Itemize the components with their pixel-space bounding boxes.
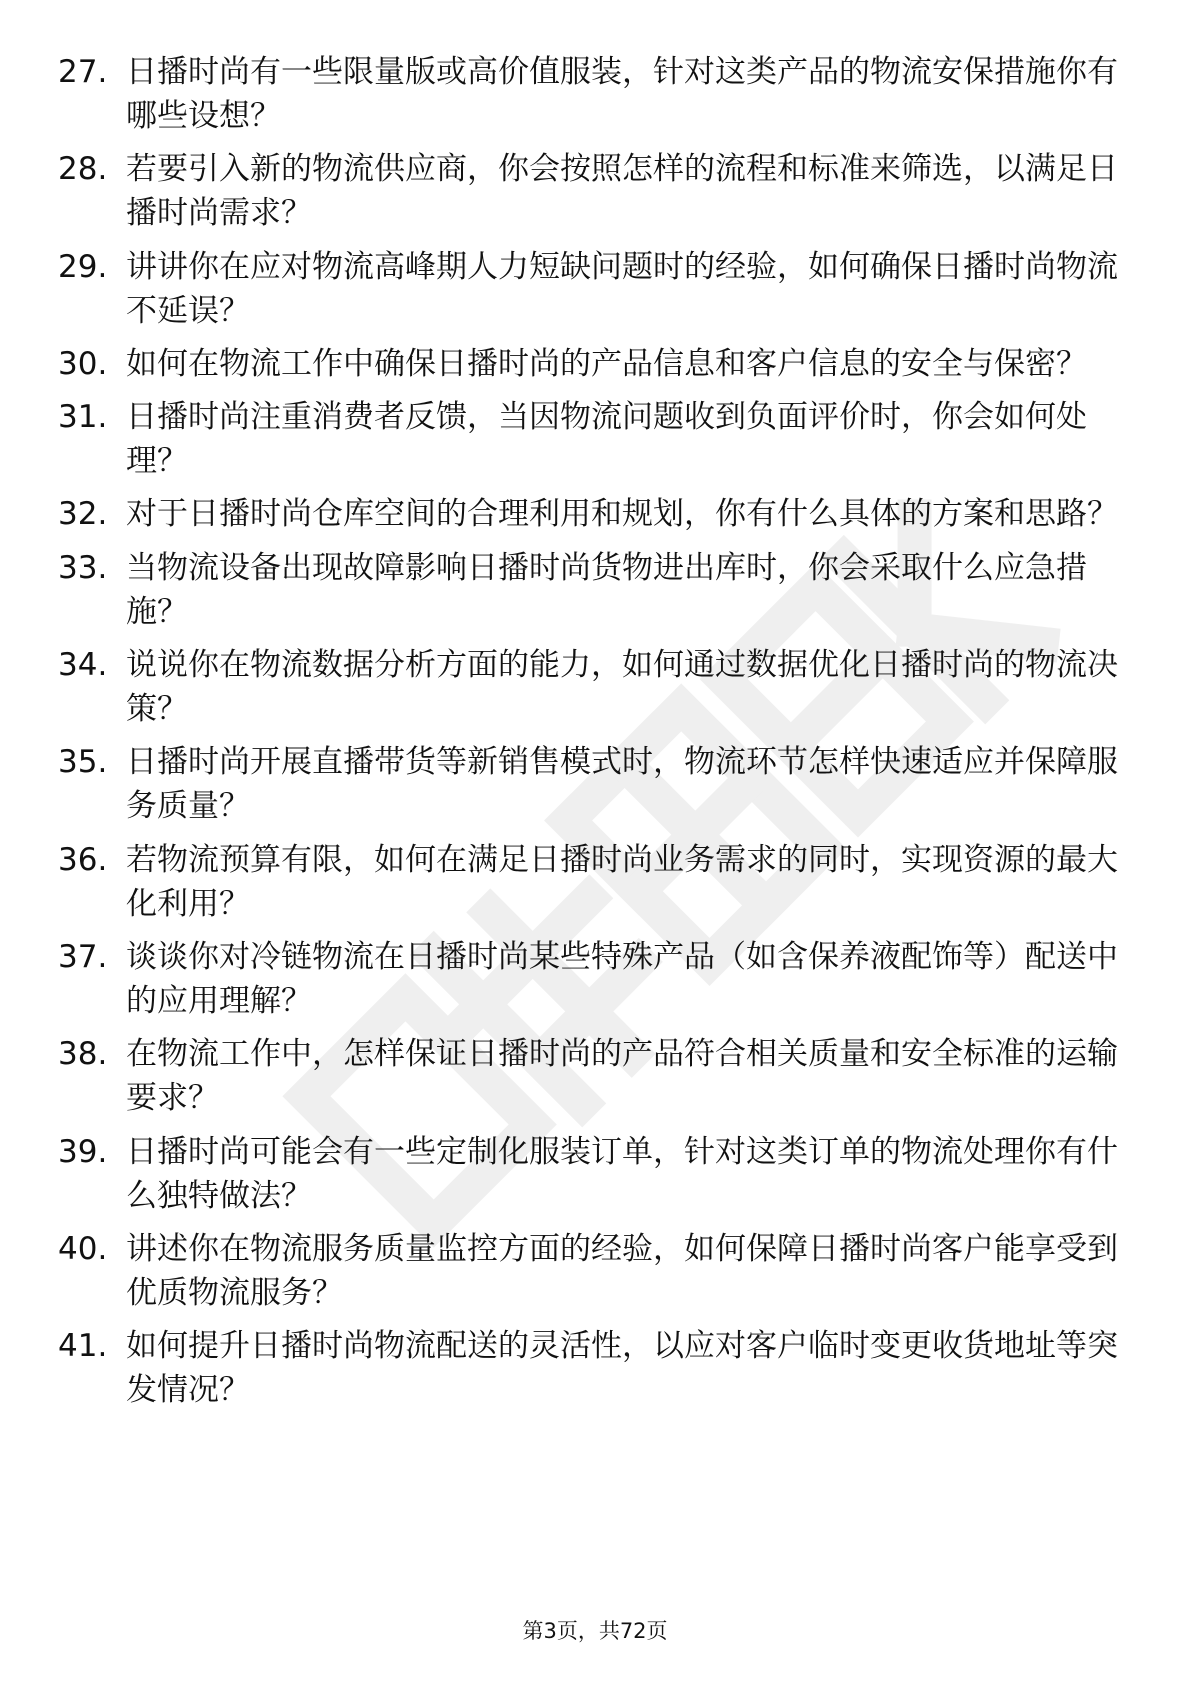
question-item <box>58 1032 1118 1120</box>
question-text: 如何提升日播时尚物流配送的灵活性，以应对客户临时变更收货地址等突发情况？ <box>126 1328 1118 1409</box>
question-text: 当物流设备出现故障影响日播时尚货物进出库时，你会采取什么应急措施？ <box>126 549 1087 630</box>
question-item <box>58 935 1118 1023</box>
question-text: 日播时尚开展直播带货等新销售模式时，物流环节怎样快速适应并保障服务质量？ <box>126 744 1118 825</box>
question-text: 谈谈你对冷链物流在日播时尚某些特殊产品（如含保养液配饰等）配送中的应用理解？ <box>126 938 1118 1019</box>
question-number: 39. <box>58 1133 108 1170</box>
question-number: 38. <box>58 1036 108 1073</box>
question-number: 29. <box>58 248 108 285</box>
question-text: 日播时尚可能会有一些定制化服装订单，针对这类订单的物流处理你有什么独特做法？ <box>126 1133 1118 1214</box>
question-number: 28. <box>58 151 108 188</box>
question-number: 41. <box>58 1328 108 1365</box>
question-item <box>58 245 1118 333</box>
question-text: 说说你在物流数据分析方面的能力，如何通过数据优化日播时尚的物流决策？ <box>126 647 1118 728</box>
question-item <box>58 643 1118 731</box>
question-text: 日播时尚有一些限量版或高价值服装，针对这类产品的物流安保措施你有哪些设想？ <box>126 54 1118 134</box>
question-item <box>58 1227 1118 1315</box>
question-item <box>58 492 1118 536</box>
question-item <box>58 1324 1118 1412</box>
question-text: 对于日播时尚仓库空间的合理利用和规划，你有什么具体的方案和思路？ <box>126 496 1118 533</box>
question-item <box>58 147 1118 235</box>
question-item <box>58 342 1118 386</box>
question-number: 36. <box>58 841 108 878</box>
question-text: 讲述你在物流服务质量监控方面的经验，如何保障日播时尚客户能享受到优质物流服务？ <box>126 1230 1118 1311</box>
question-text: 若物流预算有限，如何在满足日播时尚业务需求的同时，实现资源的最大化利用？ <box>126 841 1118 922</box>
question-item <box>58 395 1118 483</box>
question-number: 30. <box>58 345 108 382</box>
question-text: 如何在物流工作中确保日播时尚的产品信息和客户信息的安全与保密？ <box>126 345 1087 382</box>
question-text: 讲讲你在应对物流高峰期人力短缺问题时的经验，如何确保日播时尚物流不延误？ <box>126 248 1118 329</box>
question-number: 40. <box>58 1230 108 1267</box>
question-item <box>58 838 1118 926</box>
question-item <box>58 50 1118 138</box>
page-footer: 第3页，共72页 <box>522 1619 668 1643</box>
question-list <box>58 50 1118 1421</box>
question-item <box>58 740 1118 828</box>
question-number: 33. <box>58 549 108 586</box>
question-number: 37. <box>58 938 108 975</box>
question-text: 在物流工作中，怎样保证日播时尚的产品符合相关质量和安全标准的运输要求？ <box>126 1036 1118 1117</box>
question-number: 34. <box>58 647 108 684</box>
question-number: 27. <box>58 54 108 90</box>
question-number: 32. <box>58 496 108 533</box>
question-item <box>58 546 1118 634</box>
question-item <box>58 1130 1118 1218</box>
question-text: 若要引入新的物流供应商，你会按照怎样的流程和标准来筛选，以满足日播时尚需求？ <box>126 151 1118 232</box>
question-text: 日播时尚注重消费者反馈，当因物流问题收到负面评价时，你会如何处理？ <box>126 399 1087 480</box>
question-number: 31. <box>58 399 108 436</box>
question-number: 35. <box>58 744 108 781</box>
